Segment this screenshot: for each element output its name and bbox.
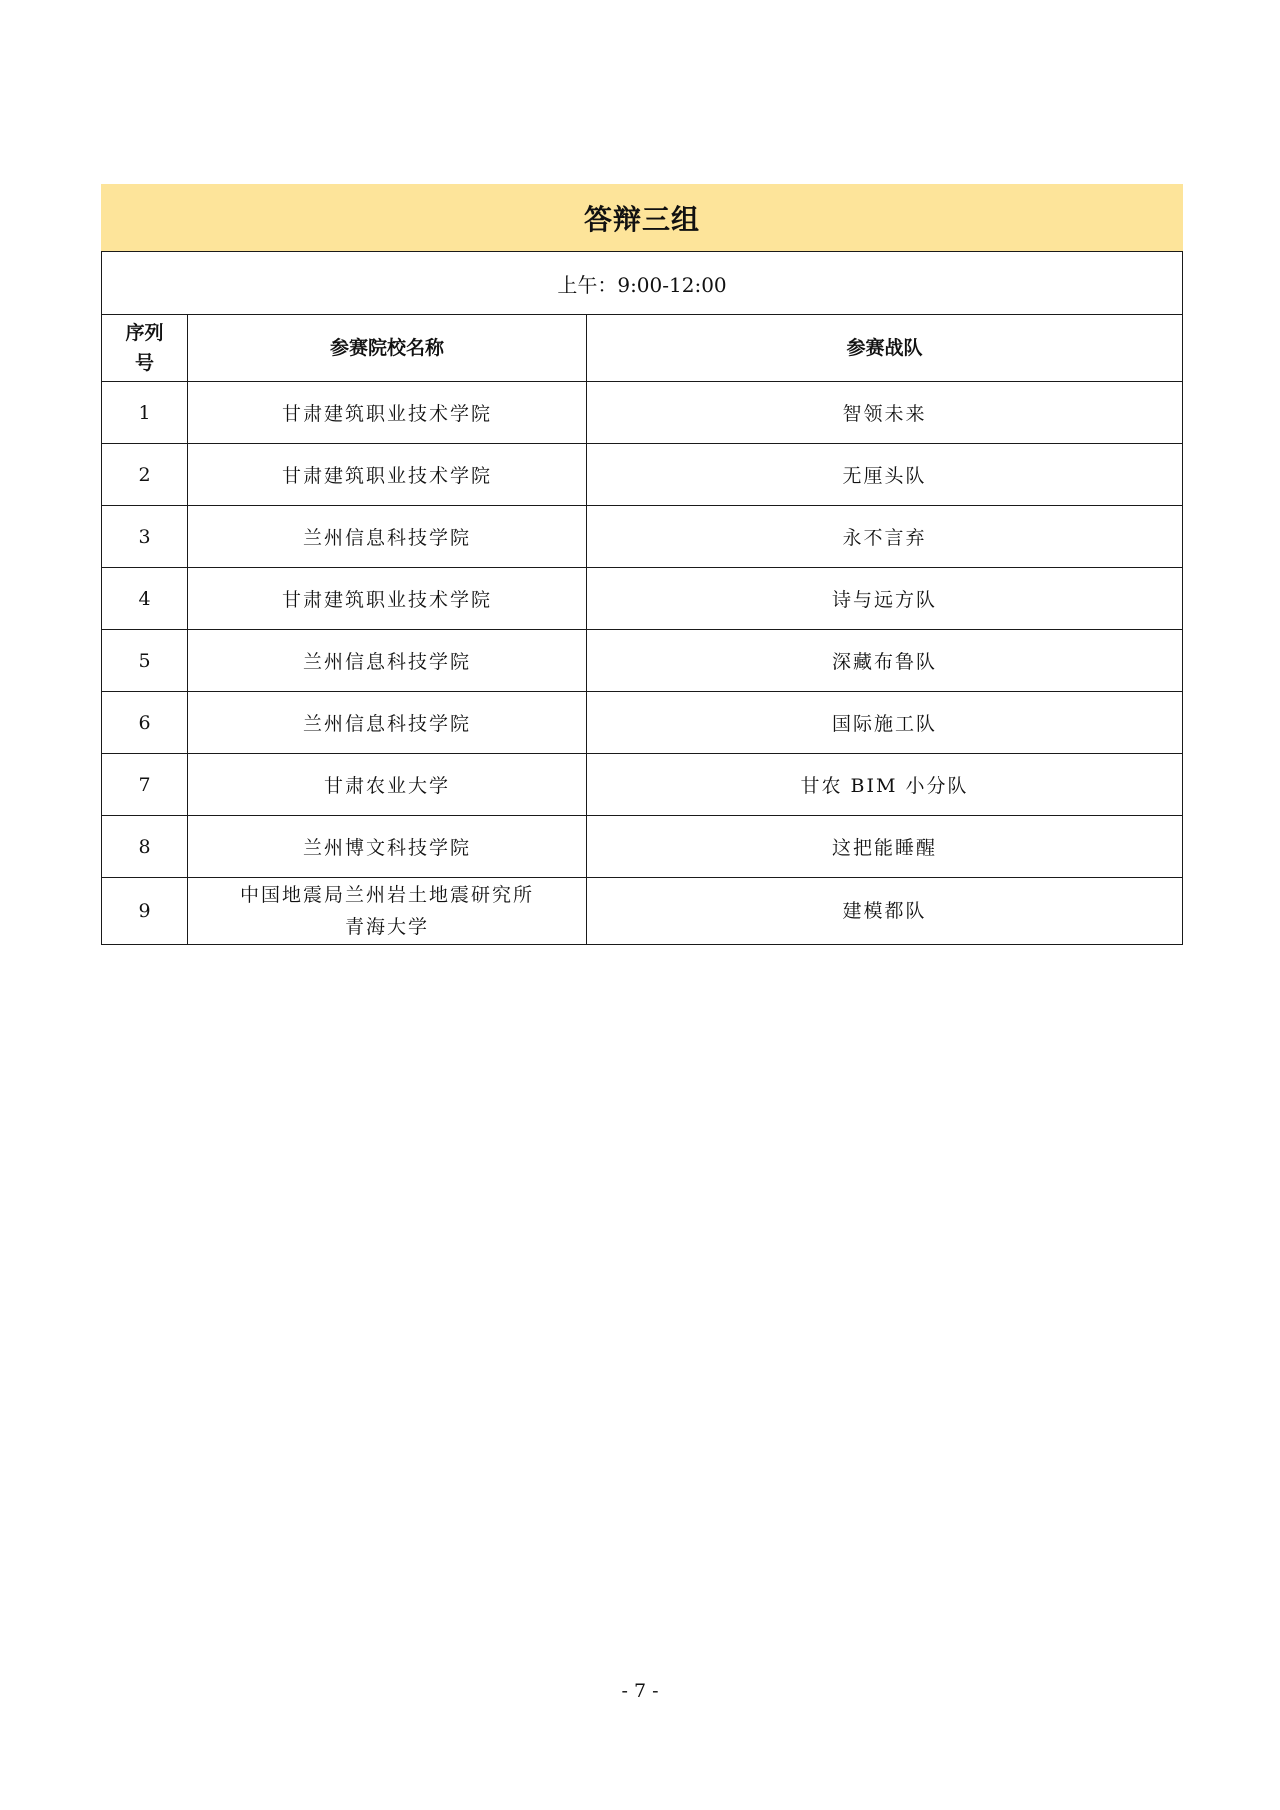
row-team: 永不言弃 — [587, 506, 1183, 568]
row-school-line-1: 中国地震局兰州岩土地震研究所 — [239, 884, 534, 906]
table-row — [102, 754, 1183, 816]
row-school: 甘肃建筑职业技术学院 — [188, 382, 587, 444]
row-team: 建模都队 — [587, 878, 1183, 945]
header-index-label: 序列号 — [125, 322, 164, 374]
group-title: 答辩三组 — [102, 185, 1183, 252]
row-index: 5 — [102, 630, 188, 692]
row-team: 国际施工队 — [587, 692, 1183, 754]
table-row — [102, 568, 1183, 630]
row-team: 无厘头队 — [587, 444, 1183, 506]
row-school: 甘肃农业大学 — [188, 754, 587, 816]
row-school: 兰州信息科技学院 — [188, 692, 587, 754]
header-school: 参赛院校名称 — [188, 315, 587, 382]
row-team: 诗与远方队 — [587, 568, 1183, 630]
header-team: 参赛战队 — [587, 315, 1183, 382]
row-school: 兰州信息科技学院 — [188, 506, 587, 568]
row-school — [188, 878, 587, 945]
header-index — [102, 315, 188, 382]
table-row — [102, 816, 1183, 878]
row-team: 智领未来 — [587, 382, 1183, 444]
row-index: 9 — [102, 878, 188, 945]
row-index: 1 — [102, 382, 188, 444]
row-index: 3 — [102, 506, 188, 568]
table-row — [102, 692, 1183, 754]
row-index: 6 — [102, 692, 188, 754]
table-row — [102, 506, 1183, 568]
row-team: 深藏布鲁队 — [587, 630, 1183, 692]
row-index: 2 — [102, 444, 188, 506]
row-index: 8 — [102, 816, 188, 878]
page-number: - 7 - — [621, 1680, 659, 1702]
table-row — [102, 878, 1183, 945]
table-row — [102, 382, 1183, 444]
schedule-table — [101, 184, 1183, 945]
row-index: 7 — [102, 754, 188, 816]
table-row — [102, 630, 1183, 692]
row-team: 甘农 BIM 小分队 — [587, 754, 1183, 816]
row-school: 甘肃建筑职业技术学院 — [188, 444, 587, 506]
row-school: 兰州信息科技学院 — [188, 630, 587, 692]
row-school: 兰州博文科技学院 — [188, 816, 587, 878]
row-team: 这把能睡醒 — [587, 816, 1183, 878]
table-row — [102, 444, 1183, 506]
session-time: 上午：9:00-12:00 — [102, 252, 1183, 315]
row-school-line-2: 青海大学 — [344, 916, 429, 938]
row-school: 甘肃建筑职业技术学院 — [188, 568, 587, 630]
schedule-table-wrapper — [101, 184, 1182, 945]
row-index: 4 — [102, 568, 188, 630]
